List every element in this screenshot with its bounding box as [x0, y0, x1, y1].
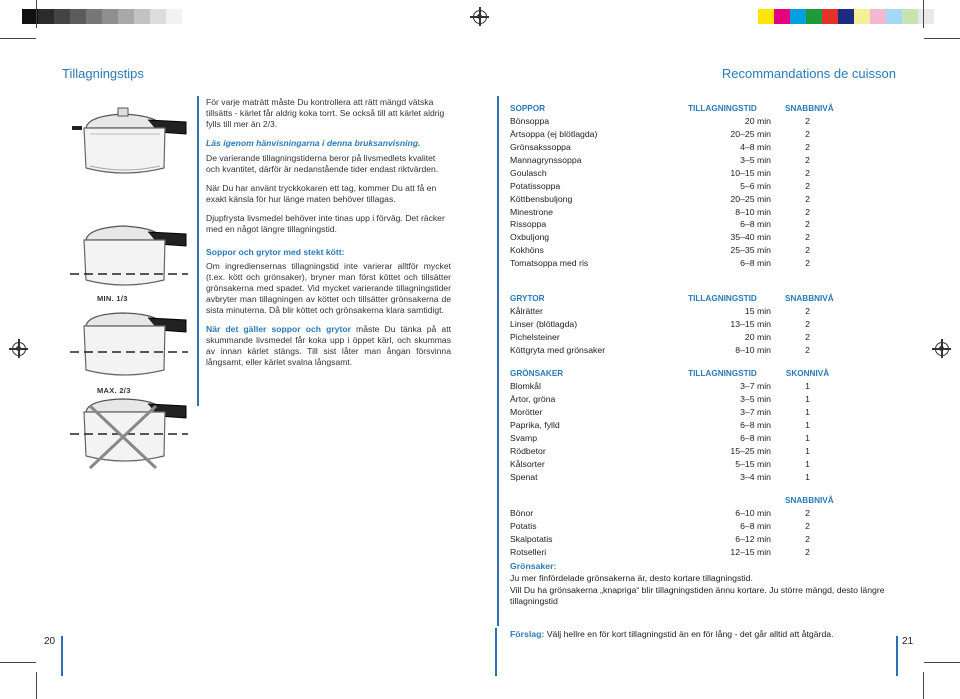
cooking-time: 20–25 min — [730, 129, 771, 140]
pressure-level: 1 — [805, 445, 810, 456]
cooking-time: 6–8 min — [740, 219, 771, 230]
registration-mark-left-icon — [12, 342, 26, 356]
column-rule-right — [497, 96, 499, 626]
pressure-level: 2 — [805, 534, 810, 545]
registration-mark-right-icon — [935, 342, 949, 356]
color-swatch — [150, 9, 166, 24]
table-row — [510, 520, 830, 533]
crop-mark — [924, 662, 960, 663]
table-row — [510, 141, 830, 154]
crop-mark — [36, 0, 37, 28]
cooking-time: 12–15 min — [730, 547, 771, 557]
vegetables-note-line-2: Vill Du ha grönsakerna „knapriga“ blir tillagningstiden ännu kortare. Ju större mängd, desto längre tillagningstid — [510, 584, 885, 607]
color-swatch — [918, 9, 934, 24]
color-swatch — [790, 9, 806, 24]
table-row — [510, 406, 830, 419]
read-manual-note: Läs igenom hänvisningarna i denna bruksanvisning. — [206, 138, 421, 148]
pressure-level: 2 — [805, 508, 810, 519]
dish-name: Oxbuljong — [510, 232, 550, 243]
pressure-level: 2 — [805, 345, 810, 355]
pressure-level: 2 — [805, 193, 810, 204]
pressure-level: 2 — [805, 521, 810, 532]
pressure-level: 2 — [805, 155, 810, 165]
column-header: TILLAGNINGSTID — [688, 368, 757, 378]
crop-mark — [0, 662, 36, 663]
dish-name: Paprika, fylld — [510, 420, 560, 430]
pressure-level: 2 — [805, 142, 810, 153]
cooking-time: 3–4 min — [740, 471, 771, 482]
footer-rule-right — [896, 636, 898, 676]
table-row — [510, 115, 830, 128]
crop-mark — [0, 38, 36, 39]
dish-name: Kokhöns — [510, 245, 544, 256]
tip-text: Välj hellre en för kort tillagningstid än en för lång - det går alltid att åtgärda. — [544, 629, 834, 639]
soups-stews-paragraph: Om ingrediensernas tillagningstid inte varierar alltför mycket (t.ex. kött och grönsaker), bryner man först köttet och tillsätter grönsakerna med spadet. Vid mycket varierande tillagningstider avbryter man tillagningen av köttet och tillsätter grönsakerna de sista minuterna. Då blir köttet och grönsakerna klara samtidigt. — [206, 261, 451, 315]
table-row — [510, 166, 830, 179]
page-number-left: 20 — [44, 636, 56, 647]
table-row — [510, 192, 830, 205]
pressure-cooker-overfilled-icon — [68, 398, 193, 470]
pressure-level: 2 — [805, 180, 810, 191]
column-header: SNABBNIVÅ — [785, 103, 834, 113]
crop-mark — [924, 38, 960, 39]
dish-name: Kålsorter — [510, 458, 545, 469]
page-number-right: 21 — [902, 636, 914, 647]
table-row — [510, 305, 830, 318]
table-ovrigt — [510, 494, 834, 558]
color-calibration-bar-right — [758, 9, 934, 24]
cooking-time: 20 min — [744, 116, 771, 127]
column-header: SNABBNIVÅ — [785, 293, 834, 303]
page-title-left: Tillagningstips — [62, 66, 144, 81]
color-swatch — [838, 9, 854, 24]
color-swatch — [118, 9, 134, 24]
pressure-level: 2 — [805, 167, 810, 178]
dish-name: Ärtsoppa (ej blötlagda) — [510, 129, 598, 140]
dish-name: Tomatsoppa med ris — [510, 258, 589, 269]
vegetables-note-line-1: Ju mer finfördelade grönsakerna är, desto kortare tillagningstid. — [510, 572, 753, 583]
pressure-level: 2 — [805, 258, 810, 269]
footer-rule-mid — [495, 628, 497, 676]
table-row — [510, 507, 830, 520]
dish-name: Köttgryta med grönsaker — [510, 345, 606, 355]
table-row — [510, 205, 830, 218]
color-swatch — [102, 9, 118, 24]
instructions-text — [206, 97, 451, 376]
dish-name: Ärtor, gröna — [510, 394, 556, 405]
dish-name: Köttbensbuljong — [510, 193, 573, 204]
pressure-level: 2 — [805, 116, 810, 127]
table-row — [510, 444, 830, 457]
cooking-time: 25–35 min — [730, 245, 771, 256]
cooking-time: 20–25 min — [730, 193, 771, 204]
pressure-level: 1 — [805, 432, 810, 443]
pressure-level: 1 — [805, 471, 810, 482]
dish-name: Rotselleri — [510, 547, 547, 557]
table-gronsaker — [510, 367, 830, 483]
pressure-level: 1 — [805, 458, 810, 469]
table-header — [510, 102, 834, 115]
pressure-level: 2 — [805, 129, 810, 140]
color-swatch — [886, 9, 902, 24]
table-row — [510, 393, 830, 406]
footer-rule-left — [61, 636, 63, 676]
dish-name: Rissoppa — [510, 219, 547, 230]
color-swatch — [822, 9, 838, 24]
dish-name: Spenat — [510, 471, 538, 482]
crop-mark — [923, 672, 924, 699]
cooking-time: 4–8 min — [740, 142, 771, 153]
foaming-food-text: måste Du tänka på att skummande livsmedel får koka upp i öppet kärl, och skummas av innan kärlet stängs. Till sist låter man ångan försvinna långsamt, eller kärlet svalna långsamt. — [206, 324, 451, 367]
color-swatch — [854, 9, 870, 24]
color-swatch — [38, 9, 54, 24]
color-swatch — [758, 9, 774, 24]
pressure-level: 2 — [805, 332, 810, 343]
vegetables-note-label: Grönsaker: — [510, 561, 557, 571]
color-swatch — [54, 9, 70, 24]
cooking-time: 15–25 min — [730, 445, 771, 456]
page-title-right: Recommandations de cuisson — [721, 66, 896, 81]
experience-note: När Du har använt tryckkokaren ett tag, kommer Du att få en exakt känsla för hur länge maten behöver tillagas. — [206, 183, 437, 204]
pressure-cooker-min-level-icon — [68, 222, 193, 312]
table-row — [510, 128, 830, 141]
cooking-time: 6–8 min — [740, 420, 771, 430]
color-swatch — [166, 9, 182, 24]
cooking-time: 35–40 min — [730, 232, 771, 243]
cooking-time: 3–5 min — [740, 155, 771, 165]
cooking-time: 5–15 min — [735, 458, 771, 469]
pressure-level: 2 — [805, 219, 810, 230]
foaming-food-lead: När det gäller soppor och grytor — [206, 324, 351, 334]
column-rule-left — [197, 96, 199, 406]
pressure-level: 1 — [805, 420, 810, 430]
table-row — [510, 344, 830, 357]
dish-name: Skalpotatis — [510, 534, 553, 545]
pressure-level: 2 — [805, 245, 810, 256]
cooking-time: 6–10 min — [735, 508, 771, 519]
cooking-time: 6–12 min — [735, 534, 771, 545]
dish-name: Bönor — [510, 508, 534, 519]
registration-mark-top-icon — [473, 10, 487, 24]
table-row — [510, 244, 830, 257]
table-row — [510, 179, 830, 192]
dish-name: Svamp — [510, 432, 538, 443]
table-row — [510, 318, 830, 331]
intro-paragraph: För varje maträtt måste Du kontrollera att rätt mängd vätska tillsätts - kärlet får aldrig koka torrt. Se också till att kärlet aldrig fylls till mer än 2/3. — [206, 97, 445, 129]
dish-name: Kålrätter — [510, 306, 543, 317]
table-header — [510, 367, 830, 380]
soups-stews-heading: Soppor och grytor med stekt kött: — [206, 247, 345, 257]
min-level-label: MIN. 1/3 — [97, 294, 128, 303]
dish-name: Bönsoppa — [510, 116, 550, 127]
table-row — [510, 431, 830, 444]
color-swatch — [902, 9, 918, 24]
color-swatch — [806, 9, 822, 24]
table-row — [510, 154, 830, 167]
times-note: De varierande tillagningstiderna beror på livsmedlets kvalitet och kvantitet, därför är nedanstående tider endast riktvärden. — [206, 153, 439, 174]
color-swatch — [70, 9, 86, 24]
dish-name: Grönsakssoppa — [510, 142, 571, 153]
pressure-cooker-max-level-icon — [68, 312, 193, 388]
cooking-time: 15 min — [744, 306, 771, 317]
cooking-time: 20 min — [744, 332, 771, 343]
pressure-level: 2 — [805, 547, 810, 557]
dish-name: Mannagrynssoppa — [510, 155, 582, 165]
foaming-food-paragraph — [206, 324, 451, 368]
vegetables-note — [510, 561, 900, 608]
color-calibration-bar-left — [22, 9, 182, 24]
color-swatch — [870, 9, 886, 24]
dish-name: Linser (blötlagda) — [510, 319, 578, 330]
color-swatch — [134, 9, 150, 24]
dish-name: Goulasch — [510, 167, 547, 178]
cooking-time: 10–15 min — [730, 167, 771, 178]
table-row — [510, 533, 830, 546]
table-row — [510, 470, 830, 483]
frozen-food-note: Djupfrysta livsmedel behöver inte tinas upp i förväg. Det räcker med en något längre tillagningstid. — [206, 213, 445, 234]
pressure-level: 1 — [805, 407, 810, 418]
cooking-time: 13–15 min — [730, 319, 771, 330]
pressure-level: 2 — [805, 319, 810, 330]
cooking-time: 8–10 min — [735, 206, 771, 217]
dish-name: Minestrone — [510, 206, 553, 217]
column-header: SOPPOR — [510, 103, 546, 113]
cooking-time: 8–10 min — [735, 345, 771, 355]
table-soppor — [510, 102, 834, 270]
column-header: GRYTOR — [510, 293, 545, 303]
max-level-label: MAX. 2/3 — [97, 386, 131, 395]
table-row — [510, 331, 830, 344]
table-row — [510, 546, 830, 559]
pressure-level: 1 — [805, 381, 810, 392]
cooking-time: 3–7 min — [740, 381, 771, 392]
cooking-time: 6–8 min — [740, 258, 771, 269]
dish-name: Rödbetor — [510, 445, 546, 456]
table-row — [510, 419, 830, 432]
cooking-time: 6–8 min — [740, 521, 771, 532]
dish-name: Potatissoppa — [510, 180, 561, 191]
table-row — [510, 231, 830, 244]
pressure-level: 2 — [805, 206, 810, 217]
column-header: SKONNIVÅ — [785, 368, 830, 378]
cooking-time: 3–7 min — [740, 407, 771, 418]
dish-name: Morötter — [510, 407, 543, 418]
cooking-time: 5–6 min — [740, 180, 771, 191]
crop-mark — [923, 0, 924, 28]
cooking-time: 6–8 min — [740, 432, 771, 443]
table-row — [510, 257, 830, 270]
color-swatch — [774, 9, 790, 24]
pressure-level: 1 — [805, 394, 810, 405]
column-header: SNABBNIVÅ — [785, 495, 834, 505]
color-swatch — [86, 9, 102, 24]
tip-line — [510, 629, 834, 639]
pressure-cooker-icon — [68, 98, 193, 184]
table-grytor — [510, 292, 834, 356]
pressure-level: 2 — [805, 232, 810, 243]
pressure-level: 2 — [805, 306, 810, 317]
column-header: TILLAGNINGSTID — [688, 103, 757, 113]
column-header: TILLAGNINGSTID — [688, 293, 757, 303]
table-header — [510, 292, 834, 305]
column-header: GRÖNSAKER — [510, 368, 564, 378]
tip-label: Förslag: — [510, 629, 545, 639]
dish-name: Pichelsteiner — [510, 332, 560, 343]
table-row — [510, 218, 830, 231]
crop-mark — [36, 672, 37, 699]
table-header — [510, 494, 834, 507]
dish-name: Potatis — [510, 521, 537, 532]
dish-name: Blomkål — [510, 381, 541, 392]
cooking-time: 3–5 min — [740, 394, 771, 405]
table-row — [510, 380, 830, 393]
table-row — [510, 457, 830, 470]
